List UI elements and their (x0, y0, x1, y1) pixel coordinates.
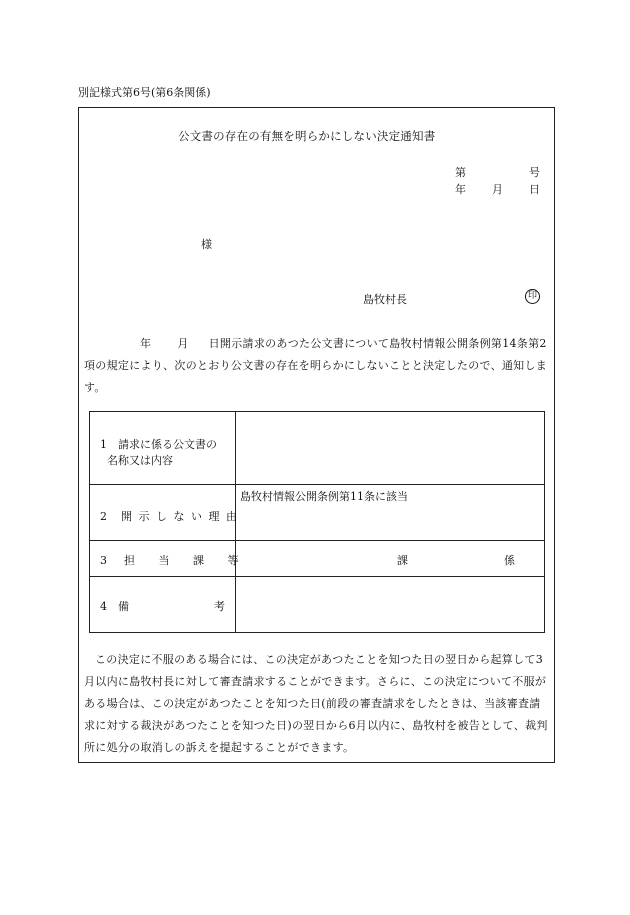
table-row-4-label-end: 考 (214, 600, 225, 613)
info-table (89, 411, 545, 633)
appeal-notice-text: この決定に不服のある場合には、この決定があつたことを知つた日の翌日から起算して3月以内に島牧村長に対して審査請求することができます。さらに、この決定について不服がある場合は、この決定があつたことを知つた日(前段の審査請求をしたときは、当該審査請求に対する裁決があつたことを知つた日)の翌日から6月以内に、島牧村を被告として、裁判所に処分の取消しの訴えを提起することができます。 (84, 653, 548, 754)
body-date-month: 月 (177, 337, 189, 350)
table-row-1-label-line2: 名称又は内容 (107, 454, 173, 467)
issuer-name: 島牧村長 (363, 293, 407, 306)
addressee-suffix: 様 (201, 238, 212, 251)
appeal-notice (84, 649, 550, 759)
body-text: 日開示請求のあつた公文書について島牧村情報公開条例第14条第2項の規定により、次のとおり公文書の存在を明らかにしないことと決定したので、通知します。 (84, 337, 548, 394)
document-title: 公文書の存在の有無を明らかにしない決定通知書 (178, 129, 436, 143)
document-number-prefix: 第 (455, 166, 466, 179)
body-date-year: 年 (140, 337, 152, 350)
date-month: 月 (492, 183, 503, 196)
table-row-2-label: 2 開 示 し な い 理 由 (100, 510, 239, 523)
table-row-3-section: 係 (504, 554, 515, 567)
table-row-divider (90, 540, 544, 541)
form-label: 別記様式第6号(第6条関係) (78, 86, 211, 99)
table-row-1-label-line1: 1 請求に係る公文書の (100, 438, 217, 451)
table-row-divider (90, 484, 544, 485)
table-row-4-label-start: 4 備 (100, 600, 129, 613)
seal-mark: 印 (525, 289, 540, 304)
table-row-divider (90, 576, 544, 577)
date-day: 日 (529, 183, 540, 196)
table-row-2-value: 島牧村情報公開条例第11条に該当 (240, 490, 408, 503)
date-year: 年 (455, 183, 466, 196)
table-row-3-department: 課 (397, 554, 408, 567)
table-row-3-label: 3 担 当 課 等 (100, 554, 242, 567)
document-number-suffix: 号 (529, 166, 540, 179)
body-paragraph (84, 333, 550, 399)
